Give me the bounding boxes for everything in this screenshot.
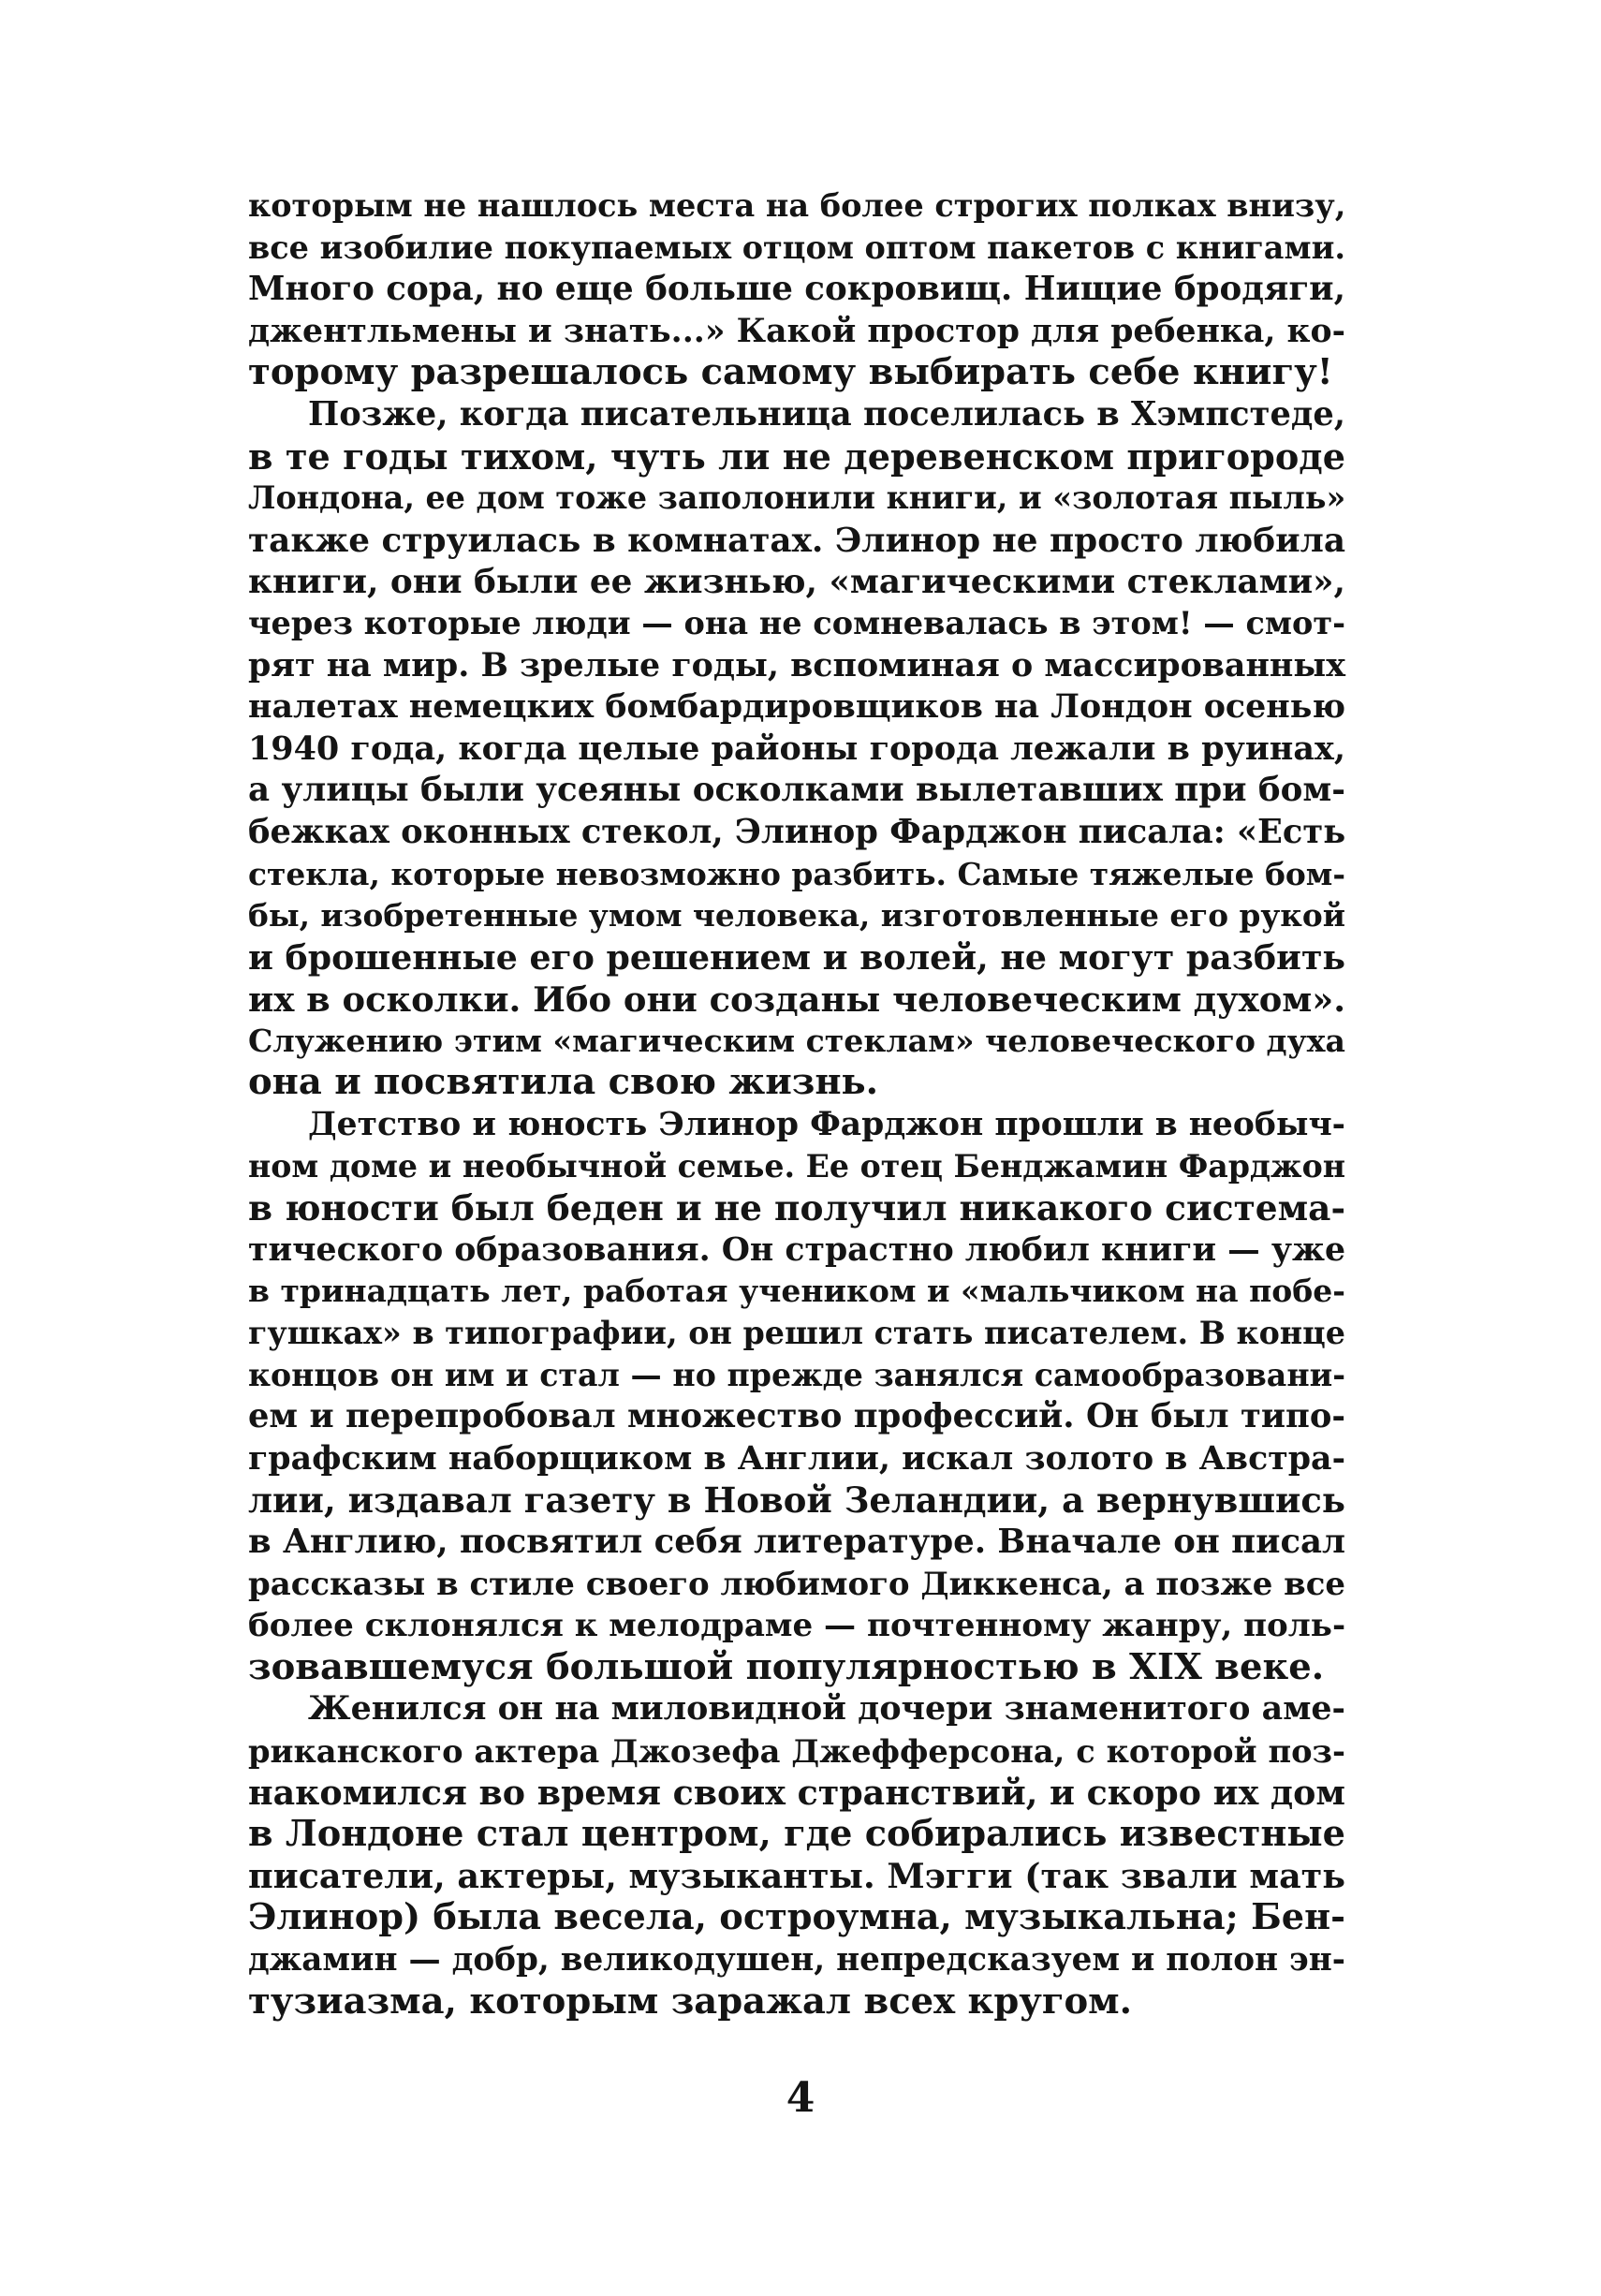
text-line: тического образования. Он страстно любил книги — уже	[248, 1229, 1346, 1269]
text-line: рят на мир. В зрелые годы, вспоминая о массированных	[248, 645, 1345, 684]
text-line: в тринадцать лет, работая учеником и «мальчиком на побе-	[248, 1273, 1345, 1310]
text-line: налетах немецких бомбардировщиков на Лондон осенью	[248, 687, 1346, 727]
text-line: стекла, которые невозможно разбить. Самые тяжелые бом-	[248, 855, 1345, 892]
text-line: торому разрешалось самому выбирать себе книгу!	[248, 351, 1333, 394]
text-line: а улицы были усеяны осколками вылетавших при бом-	[248, 771, 1346, 810]
text-line: также струилась в комнатах. Элинор не просто любила	[248, 520, 1345, 560]
text-line: 1940 года, когда целые районы города лежали в руинах,	[248, 729, 1345, 768]
text-line: джамин — добр, великодушен, непредсказуем и полон эн-	[248, 1940, 1345, 1979]
paragraph	[248, 185, 1345, 394]
text-line: риканского актера Джозефа Джефферсона, с которой поз-	[248, 1731, 1345, 1770]
paragraph	[248, 1104, 1345, 1688]
text-line: ном доме и необычной семье. Ее отец Бенджамин Фарджон	[248, 1147, 1345, 1185]
text-line: Лондона, ее дом тоже заполонили книги, и «золотая пыль»	[248, 479, 1346, 517]
text-line: рассказы в стиле своего любимого Диккенса, а позже все	[248, 1565, 1345, 1603]
text-line: в Лондоне стал центром, где собирались известные	[248, 1813, 1345, 1856]
text-line: зовавшемуся большой популярностью в XIX веке.	[248, 1645, 1325, 1688]
text-line: Много сора, но еще больше сокровищ. Нищие бродяги,	[248, 270, 1345, 309]
text-line: книги, они были ее жизнью, «магическими стеклами»,	[248, 562, 1345, 602]
text-line: графским наборщиком в Англии, искал золото в Австра-	[248, 1438, 1345, 1478]
text-line: в Англию, посвятил себя литературе. Вначале он писал	[248, 1523, 1346, 1561]
text-line: бежках оконных стекол, Элинор Фарджон писала: «Есть	[248, 812, 1346, 851]
paragraph	[248, 1688, 1345, 2023]
text-line: в те годы тихом, чуть ли не деревенском пригороде	[248, 434, 1345, 478]
text-line: их в осколки. Ибо они созданы человеческим духом».	[248, 979, 1346, 1021]
text-line: Женился он на миловидной дочери знаменитого аме-	[308, 1689, 1345, 1729]
text-line: бы, изобретенные умом человека, изготовленные его рукой	[248, 897, 1345, 935]
text-line: накомился во время своих странствий, и скоро их дом	[248, 1772, 1346, 1813]
text-line: более склонялся к мелодраме — почтенному жанру, поль-	[248, 1607, 1346, 1645]
text-line: ем и перепробовал множество профессий. Он был типо-	[248, 1397, 1345, 1436]
text-line: которым не нашлось места на более строгих полках внизу,	[248, 187, 1346, 224]
page-number: 4	[786, 2074, 815, 2122]
text-line: тузиазма, которым заражал всех кругом.	[248, 1980, 1133, 2023]
text-line: она и посвятила свою жизнь.	[248, 1061, 879, 1104]
text-line: гушках» в типографии, он решил стать писателем. В конце	[248, 1315, 1345, 1352]
text-line: концов он им и стал — но прежде занялся самообразовани-	[248, 1356, 1345, 1393]
text-line: Служению этим «магическим стеклам» человеческого духа	[248, 1022, 1345, 1059]
text-line: и брошенные его решением и волей, не могут разбить	[248, 936, 1346, 978]
text-line: Элинор) была весела, остроумна, музыкальна; Бен-	[248, 1896, 1345, 1939]
text-line: через которые люди — она не сомневалась в этом! — смот-	[248, 604, 1345, 641]
text-line: в юности был беден и не получил никакого система-	[248, 1187, 1345, 1229]
text-line: Детство и юность Элинор Фарджон прошли в необыч-	[308, 1106, 1345, 1144]
text-line: Позже, когда писательница поселилась в Хэмпстеде,	[308, 394, 1345, 434]
text-line: все изобилие покупаемых отцом оптом пакетов с книгами.	[248, 228, 1346, 266]
text-line: лии, издавал газету в Новой Зеландии, а вернувшись	[248, 1479, 1345, 1522]
text-line: писатели, актеры, музыканты. Мэгги (так звали мать	[248, 1855, 1345, 1896]
paragraph	[248, 394, 1345, 1104]
text-line: джентльмены и знать...» Какой простор для ребенка, ко-	[248, 311, 1345, 350]
body-text	[248, 185, 1345, 2023]
